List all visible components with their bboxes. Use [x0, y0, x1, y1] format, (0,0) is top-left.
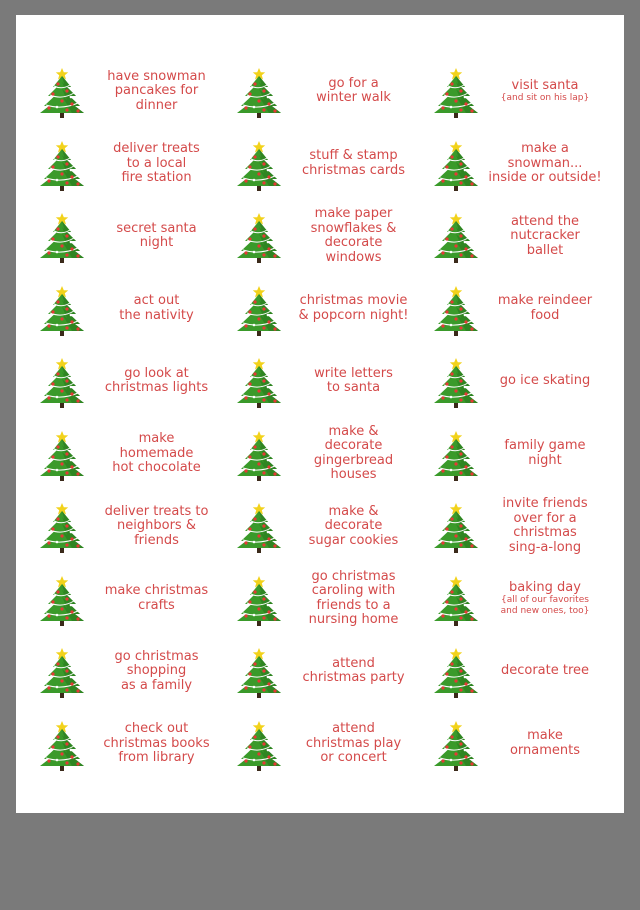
activity-line: christmas movie — [299, 293, 408, 309]
activity-line: make & — [328, 423, 379, 439]
christmas-tree-icon — [235, 426, 283, 482]
activity-line: go ice skating — [499, 373, 591, 388]
activity-text — [283, 425, 432, 483]
activity-line: to santa — [326, 380, 381, 396]
activity-card — [432, 708, 618, 781]
activity-text — [480, 664, 618, 679]
activity-line: stuff & stamp — [309, 148, 398, 164]
activity-line: dinner — [135, 97, 178, 113]
activity-card — [38, 273, 235, 346]
activity-line: snowflakes & — [310, 220, 397, 236]
christmas-tree-icon — [432, 353, 480, 409]
activity-line: christmas party — [302, 670, 405, 686]
christmas-tree-icon — [432, 63, 480, 119]
activity-line: or concert — [320, 750, 387, 765]
christmas-tree-icon — [235, 136, 283, 192]
activity-line: windows — [325, 249, 382, 265]
activity-card — [235, 490, 432, 563]
activity-card — [38, 708, 235, 781]
activity-line: night — [528, 452, 562, 468]
activity-card — [235, 128, 432, 201]
activity-card — [235, 708, 432, 781]
activity-line: homemade — [119, 445, 194, 461]
christmas-tree-icon — [38, 498, 86, 554]
christmas-tree-icon — [38, 426, 86, 482]
activity-line: inside or outside! — [488, 170, 602, 185]
activity-card — [432, 635, 618, 708]
christmas-tree-icon — [235, 571, 283, 627]
christmas-tree-icon — [432, 426, 480, 482]
activity-card — [432, 128, 618, 201]
activity-line: deliver treats — [113, 141, 200, 156]
activity-line: nursing home — [308, 612, 399, 628]
activity-line: night — [139, 235, 174, 251]
activity-text — [86, 367, 235, 396]
christmas-tree-icon — [432, 571, 480, 627]
activity-text — [480, 142, 618, 186]
activity-line: decorate — [324, 438, 383, 454]
activity-text — [283, 207, 432, 265]
activity-text — [283, 149, 432, 178]
activity-text — [86, 432, 235, 476]
christmas-tree-icon — [235, 643, 283, 699]
christmas-tree-icon — [38, 716, 86, 772]
activity-card — [38, 635, 235, 708]
christmas-tree-icon — [235, 716, 283, 772]
activity-text — [480, 374, 618, 389]
activity-text — [480, 439, 618, 468]
activity-line: make christmas — [104, 583, 209, 599]
activity-text — [86, 505, 235, 549]
christmas-tree-icon — [38, 208, 86, 264]
christmas-tree-icon — [432, 281, 480, 337]
activity-line: make paper — [314, 206, 393, 222]
activity-text — [283, 505, 432, 549]
activity-card — [432, 55, 618, 128]
christmas-tree-icon — [38, 136, 86, 192]
activity-line: hot chocolate — [112, 460, 201, 475]
activity-line: visit santa — [511, 77, 579, 93]
activity-line: houses — [330, 467, 377, 483]
christmas-tree-icon — [235, 353, 283, 409]
activity-card — [432, 418, 618, 491]
activity-text — [86, 222, 235, 251]
activity-line: snowman... — [507, 155, 583, 171]
activity-card — [432, 563, 618, 636]
activity-line: ballet — [526, 242, 564, 258]
christmas-tree-icon — [432, 716, 480, 772]
christmas-tree-icon — [235, 63, 283, 119]
activity-card — [432, 490, 618, 563]
activity-card — [432, 273, 618, 346]
activity-line: from library — [118, 750, 195, 765]
activity-text — [480, 294, 618, 323]
activity-line: go look at — [124, 365, 189, 381]
activity-line: decorate — [324, 518, 383, 533]
activity-card — [235, 563, 432, 636]
activity-text — [283, 77, 432, 106]
activity-line: & popcorn night! — [298, 307, 409, 323]
activity-line: crafts — [138, 597, 175, 613]
activity-line: baking day — [509, 579, 581, 595]
activity-line: ornaments — [509, 742, 581, 758]
christmas-tree-icon — [432, 208, 480, 264]
activity-line: christmas — [513, 525, 577, 541]
activity-line: christmas cards — [301, 162, 405, 178]
activity-card — [432, 345, 618, 418]
activity-card — [38, 128, 235, 201]
activity-line: go christmas — [114, 648, 199, 664]
activity-line: to a local — [126, 155, 187, 171]
christmas-tree-icon — [38, 643, 86, 699]
activity-line: attend — [332, 721, 375, 736]
activity-line: friends — [134, 532, 179, 548]
activity-grid — [38, 55, 618, 780]
activity-card — [235, 200, 432, 273]
activity-line: friends to a — [316, 597, 391, 613]
activity-text — [283, 294, 432, 323]
activity-text — [283, 570, 432, 628]
activity-card — [235, 635, 432, 708]
activity-line: write letters — [314, 365, 393, 381]
activity-line: go for a — [328, 75, 379, 91]
christmas-tree-icon — [38, 281, 86, 337]
activity-line: act out — [133, 293, 180, 309]
activity-text — [283, 367, 432, 396]
activity-line: make a — [521, 141, 569, 156]
christmas-tree-icon — [432, 498, 480, 554]
activity-line: as a family — [120, 677, 193, 693]
activity-line: pancakes for — [114, 83, 199, 98]
activity-line: christmas books — [103, 735, 210, 751]
activity-line: nutcracker — [510, 228, 580, 243]
activity-line: caroling with — [311, 583, 396, 599]
activity-text — [283, 657, 432, 686]
activity-line: christmas lights — [104, 380, 209, 396]
activity-card — [235, 55, 432, 128]
activity-line: have snowman — [107, 68, 206, 84]
activity-line: make & — [328, 503, 379, 519]
activity-text — [480, 215, 618, 259]
activity-line: shopping — [126, 663, 187, 678]
activity-note: and new ones, too} — [500, 606, 590, 616]
activity-line: family game — [504, 438, 586, 454]
activity-line: winter walk — [316, 90, 391, 106]
activity-line: make reindeer — [497, 293, 593, 309]
christmas-tree-icon — [235, 498, 283, 554]
activity-text — [86, 142, 235, 186]
activity-line: sing-a-long — [508, 539, 582, 555]
activity-text — [86, 70, 235, 114]
activity-line: christmas play — [305, 735, 402, 751]
activity-card — [38, 345, 235, 418]
activity-card — [235, 273, 432, 346]
activity-line: fire station — [121, 170, 192, 185]
activity-line: make — [138, 431, 175, 446]
activity-card — [38, 200, 235, 273]
christmas-tree-icon — [38, 571, 86, 627]
activity-text — [480, 729, 618, 758]
activity-line: invite friends — [502, 496, 588, 512]
activity-line: deliver treats to — [104, 503, 209, 519]
activity-note: {and sit on his lap} — [500, 93, 590, 103]
christmas-tree-icon — [38, 63, 86, 119]
activity-card — [38, 563, 235, 636]
activity-line: over for a — [513, 510, 577, 526]
activity-text — [86, 294, 235, 323]
activity-card — [432, 200, 618, 273]
activity-note: {all of our favorites — [501, 595, 589, 605]
activity-text — [86, 650, 235, 694]
activity-line: neighbors & — [117, 518, 196, 533]
activity-line: attend the — [510, 213, 580, 229]
activity-text — [283, 722, 432, 766]
activity-line: make — [527, 728, 563, 744]
activity-text — [86, 722, 235, 766]
activity-text — [480, 79, 618, 105]
christmas-tree-icon — [432, 136, 480, 192]
activity-line: the nativity — [119, 307, 194, 323]
activity-card — [235, 418, 432, 491]
printable-sheet — [16, 15, 624, 813]
christmas-tree-icon — [235, 208, 283, 264]
christmas-tree-icon — [432, 643, 480, 699]
activity-line: attend — [332, 655, 375, 671]
activity-line: decorate tree — [500, 663, 590, 678]
activity-line: sugar cookies — [308, 532, 399, 548]
christmas-tree-icon — [38, 353, 86, 409]
activity-text — [480, 581, 618, 618]
activity-line: check out — [124, 721, 189, 736]
christmas-tree-icon — [235, 281, 283, 337]
activity-line: secret santa — [116, 220, 197, 236]
activity-line: go christmas — [311, 568, 396, 584]
activity-card — [38, 490, 235, 563]
activity-text — [86, 584, 235, 613]
activity-text — [480, 497, 618, 555]
activity-line: decorate — [324, 235, 383, 251]
activity-line: gingerbread — [313, 452, 394, 468]
activity-card — [38, 55, 235, 128]
activity-card — [235, 345, 432, 418]
activity-line: food — [530, 307, 560, 323]
activity-card — [38, 418, 235, 491]
